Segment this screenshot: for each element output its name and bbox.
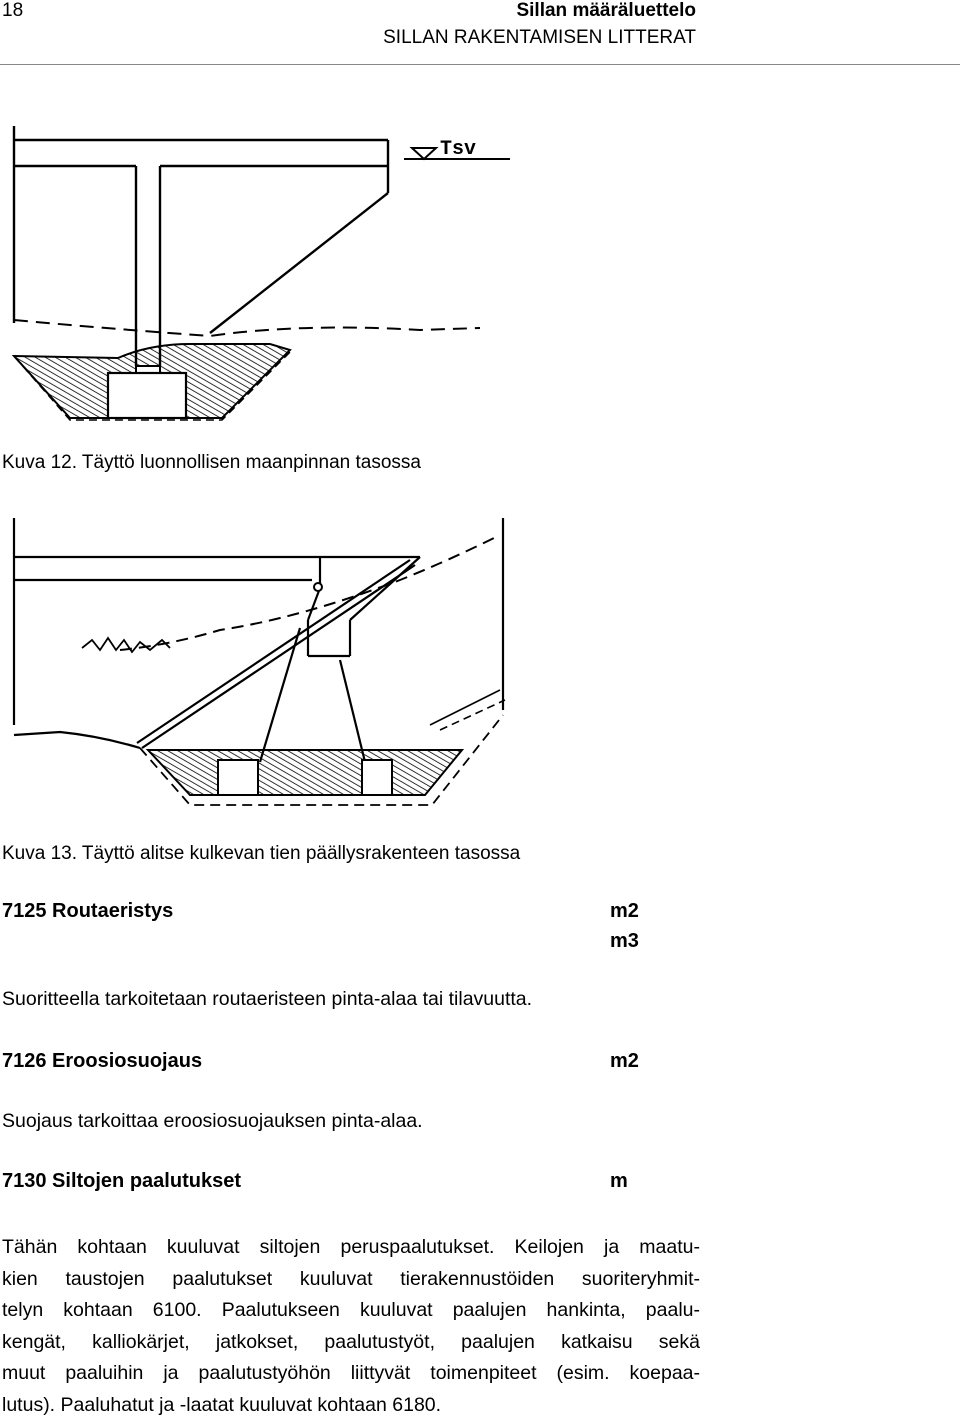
paragraph-line: kengät, kalliokärjet, jatkokset, paalutustyöt, paalujen katkaisu sekä xyxy=(2,1330,700,1353)
paragraph-line: telyn kohtaan 6100. Paalutukseen kuuluvat paalujen hankinta, paalu- xyxy=(2,1299,700,1322)
document-title: Sillan määräluettelo xyxy=(516,0,696,21)
unit-7125-volume: m3 xyxy=(610,930,639,952)
paragraph-line: kien taustojen paalutukset kuuluvat tierakennustöiden suoriteryhmit- xyxy=(2,1267,700,1290)
figure-12-caption: Kuva 12. Täyttö luonnollisen maanpinnan tasossa xyxy=(2,452,421,473)
paragraph-line: muut paaluihin ja paalutustyöhön liittyvät toimenpiteet (esim. koepaa- xyxy=(2,1362,700,1385)
section-heading-7130: 7130 Siltojen paalutukset xyxy=(2,1170,241,1192)
unit-7130: m xyxy=(610,1170,628,1192)
document-subtitle: SILLAN RAKENTAMISEN LITTERAT xyxy=(383,27,696,48)
water-level-label: Tsv xyxy=(440,138,477,161)
paragraph-line: Tähän kohtaan kuuluvat siltojen peruspaalutukset. Keilojen ja maatu- xyxy=(2,1236,700,1258)
page-number: 18 xyxy=(2,0,24,21)
figure-13-caption: Kuva 13. Täyttö alitse kulkevan tien päällysrakenteen tasossa xyxy=(2,843,521,864)
section-heading-7126: 7126 Eroosiosuojaus xyxy=(2,1050,203,1072)
section-text-7130 xyxy=(2,1232,700,1422)
section-text-7126: Suojaus tarkoittaa eroosiosuojauksen pinta-alaa. xyxy=(2,1110,423,1132)
section-text-7125: Suoritteella tarkoitetaan routaeristeen pinta-alaa tai tilavuutta. xyxy=(2,988,533,1010)
unit-7125-area: m2 xyxy=(610,900,639,922)
figure-12-drawing xyxy=(0,118,520,436)
figure-13-drawing xyxy=(0,510,520,815)
section-heading-7125: 7125 Routaeristys xyxy=(2,900,174,922)
header-divider xyxy=(0,64,960,65)
unit-7126: m2 xyxy=(610,1050,639,1072)
paragraph-line: lutus). Paaluhatut ja -laatat kuuluvat kohtaan 6180. xyxy=(2,1393,442,1416)
